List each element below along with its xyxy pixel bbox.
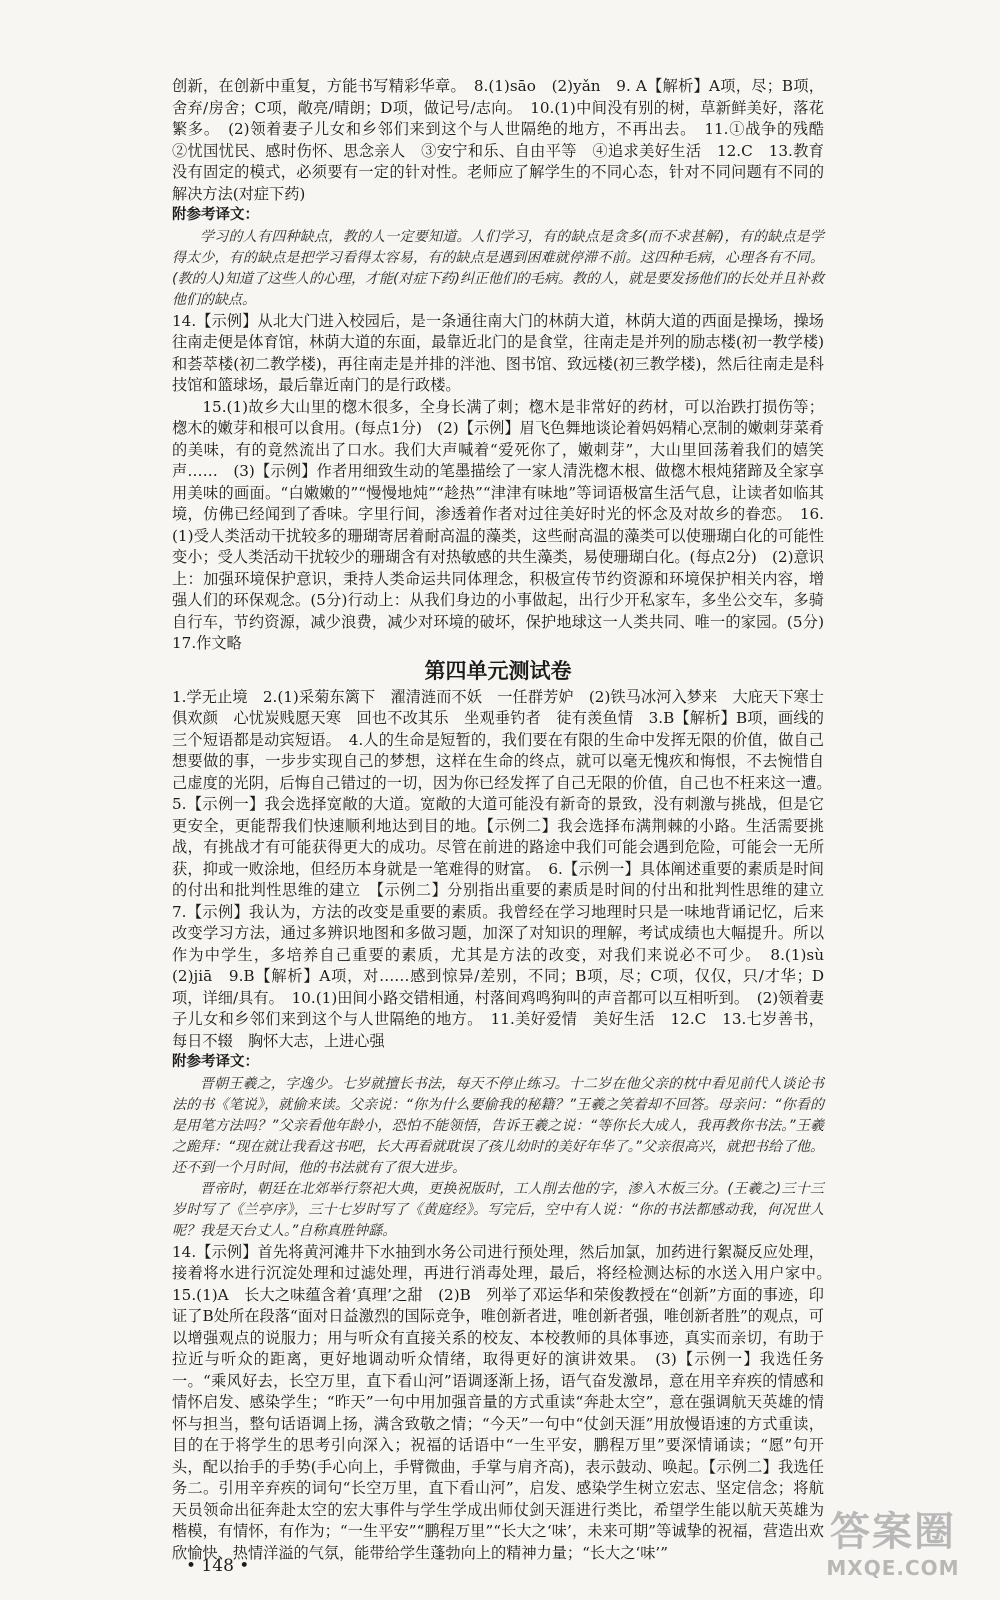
- unit4-answers-paragraph: 1.学无止境 2.(1)采菊东篱下 濯清涟而不妖 一任群芳妒 (2)铁马冰河入梦来 大庇天下寒士俱欢颜 心忧炭贱愿天寒 回也不改其乐 坐观垂钓者 徒有羡鱼情 3.B【解析】B项，画线的三个短语都是动宾短语。 4.人的生命是短暂的，我们要在有限的生命中发挥无限的价值，做自己想要做的事，一步步实现自己的梦想，这样在生命的终点，就可以毫无愧疚和悔恨，不去惋惜自己虚度的光阴，后悔自己错过的一切，因为你已经发挥了自己无限的价值，自己也不枉来这一遭。 5.【示例一】我会选择宽敞的大道。宽敞的大道可能没有新奇的景致，没有刺激与挑战，但是它更安全，更能帮我们快速顺利地达到目的地。【示例二】我会选择布满荆棘的小路。生活需要挑战，有挑战才有可能获得更大的成功。尽管在前进的路途中我们可能会遇到危险，可能会一无所获，抑或一败涂地，但经历本身就是一笔难得的财富。 6.【示例一】具体阐述重要的素质是时间的付出和批判性思维的建立 【示例二】分别指出重要的素质是时间的付出和批判性思维的建立 7.【示例】我认为，方法的改变是重要的素质。我曾经在学习地理时只是一味地背诵记忆，后来改变学习方法，通过多辨识地图和多做习题，加深了对知识的理解，考试成绩也大幅提升。所以作为中学生，多培养自己重要的素质，尤其是方法的改变，对我们来说必不可少。 8.(1)sù (2)jiā 9.B【解析】A项，对……感到惊异/差别，不同；B项，尽；C项，仅仅，只/才华；D项，详细/具有。 10.(1)田间小路交错相通，村落间鸡鸣狗叫的声音都可以互相听到。 (2)领着妻子儿女和乡邻们来到这个与人世隔绝的地方。 11.美好爱情 美好生活 12.C 13.七岁善书，每日不辍 胸怀大志，上进心强: [172, 687, 840, 1050]
- answer-column: [172, 76, 840, 1564]
- watermark-domain: MXQE.COM: [826, 1556, 960, 1580]
- page-number: • 148 •: [186, 1556, 250, 1576]
- answers-paragraph: 创新，在创新中重复，方能书写精彩华章。 8.(1)sāo (2)yǎn 9. A【解析】A项，尽；B项，舍弃/房舍；C项，敞亮/晴朗；D项，做记号/志向。 10.(1)中间没有别的树，草新鲜美好，落花繁多。 (2)领着妻子儿女和乡邻们来到这个与人世隔绝的地方，不再出去。 11.①战争的残酷 ②忧国忧民、感时伤怀、思念亲人 ③安宁和乐、自由平等 ④追求美好生活 12.C 13.教育没有固定的模式，必须要有一定的针对性。老师应了解学生的不同心态，针对不同问题有不同的解决方法(对症下药): [172, 77, 840, 203]
- watermark-text: 答案圈: [830, 1509, 956, 1555]
- unit4-translation-paragraph-1: 晋朝王羲之，字逸少。七岁就擅长书法，每天不停止练习。十二岁在他父亲的枕中看见前代人谈论书法的书《笔说》，就偷来读。父亲说：“你为什么要偷我的秘籍？”王羲之笑着却不回答。母亲问：“你看的是用笔方法吗？”父亲看他年龄小，恐怕不能领悟，告诉王羲之说：“等你长大成人，我再教你书法。”王羲之跪拜：“现在就让我看这书吧，长大再看就耽误了孩儿幼时的美好年华了。”父亲很高兴，就把书给了他。还不到一个月时间，他的书法就有了很大进步。: [172, 1075, 824, 1176]
- unit4-translation-paragraph-2: 晋帝时，朝廷在北郊举行祭祀大典，更换祝版时，工人削去他的字，渗入木板三分。(王羲之)三十三岁时写了《兰亭序》，三十七岁时写了《黄庭经》。写完后，空中有人说：“你的书法都感动我，何况世人呢？我是天台丈人。”自称真胜钟繇。: [172, 1180, 824, 1239]
- question-14-answer: 14.【示例】从北大门进入校园后，是一条通往南大门的林荫大道，林荫大道的西面是操场，操场往南走便是体育馆，林荫大道的东面，最靠近北门的是食堂，往南走是并列的励志楼(初一教学楼)和荟萃楼(初二教学楼)，再往南走是并排的泮池、图书馆、致远楼(初三教学楼)，然后往南走是科技馆和篮球场，最后靠近南门的是行政楼。: [172, 311, 824, 394]
- question-15-17-answers: 15.(1)故乡大山里的楤木很多，全身长满了刺；楤木是非常好的药材，可以治跌打损伤等；楤木的嫩芽和根可以食用。(每点1分) (2)【示例】眉飞色舞地谈论着妈妈精心烹制的嫩刺芽菜肴的美味，有的竟然流出了口水。我们大声喊着“爱死你了，嫩刺芽”，大山里回荡着我们的嬉笑声…… (3)【示例】作者用细致生动的笔墨描绘了一家人清洗楤木根、做楤木根炖猪蹄及全家享用美味的画面。“白嫩嫩的”“慢慢地炖”“趁热”“津津有味地”等词语极富生活气息，让读者如临其境，仿佛已经闻到了香味。字里行间，渗透着作者对过往美好时光的怀念及对故乡的眷恋。 16.(1)受人类活动干扰较多的珊瑚寄居着耐高温的藻类，这些耐高温的藻类可以使珊瑚白化的可能性变小；受人类活动干扰较少的珊瑚含有对热敏感的共生藻类，易使珊瑚白化。(每点2分) (2)意识上：加强环境保护意识，秉持人类命运共同体理念，积极宣传节约资源和环境保护相关内容，增强人们的环保观念。(5分)行动上：从我们身边的小事做起，出行少开私家车，多坐公交车，多骑自行车，节约资源，减少浪费，减少对环境的破坏，保护地球这一人类共同、唯一的家园。(5分) 17.作文略: [172, 397, 840, 652]
- watermark-logo: [808, 1508, 978, 1592]
- reference-translation-label: 附参考译文：: [172, 207, 259, 223]
- section-title: 第四单元测试卷: [424, 658, 572, 683]
- reference-translation-text: 学习的人有四种缺点，教的人一定要知道。人们学习，有的缺点是贪多(而不求甚解)，有的缺点是学得太少，有的缺点是把学习看得太容易，有的缺点是遇到困难就停滞不前。这四种毛病，心理各有不同。(教的人)知道了这些人的心理，才能(对症下药)纠正他们的毛病。教的人，就是要发扬他们的长处并且补救他们的缺点。: [172, 228, 824, 308]
- unit4-reference-translation-label: 附参考译文：: [172, 1054, 259, 1070]
- unit4-question-14-15-answers: 14.【示例】首先将黄河滩井下水抽到水务公司进行预处理，然后加氯，加药进行絮凝反应处理，接着将水进行沉淀处理和过滤处理，再进行消毒处理，最后，将经检测达标的水送入用户家中。 15.(1)A 长大之味蕴含着‘真理’之甜 (2)B 列举了邓运华和荣俊教授在“创新”方面的事迹，印证了B处所在段落“面对日益激烈的国际竞争，唯创新者进，唯创新者强，唯创新者胜”的观点，可以增强观点的说服力；用与听众有直接关系的校友、本校教师的具体事迹，真实而亲切，有助于拉近与听众的距离，更好地调动听众情绪，取得更好的演讲效果。 (3)【示例一】我选任务一。“乘风好去，长空万里，直下看山河”语调逐渐上扬，语气奋发激昂，意在用辛弃疾的情感和情怀启发、感染学生；“昨天”一句中用加强音量的方式重读“奔赴太空”，意在强调航天英雄的情怀与担当，整句话语调上扬，满含致敬之情；“今天”一句中“仗剑天涯”用放慢语速的方式重读，目的在于将学生的思考引向深入；祝福的话语中“一生平安，鹏程万里”要深情诵读；“愿”句开头，配以抬手的手势(手心向上，手臂微曲，手掌与肩齐高)，表示鼓动、唤起。【示例二】我选任务二。引用辛弃疾的词句“长空万里，直下看山河”，启发、感染学生树立宏志、坚定信念；将航天员领命出征奔赴太空的宏大事件与学生学成出师仗剑天涯进行类比，希望学生能以航天英雄为楷模，有情怀，有作为；“一生平安”“鹏程万里”“长大之‘味’，未来可期”等诚挚的祝福，营造出欢欣愉快、热情洋溢的气氛，能带给学生蓬勃向上的精神力量；“长大之‘味’”: [172, 1242, 840, 1562]
